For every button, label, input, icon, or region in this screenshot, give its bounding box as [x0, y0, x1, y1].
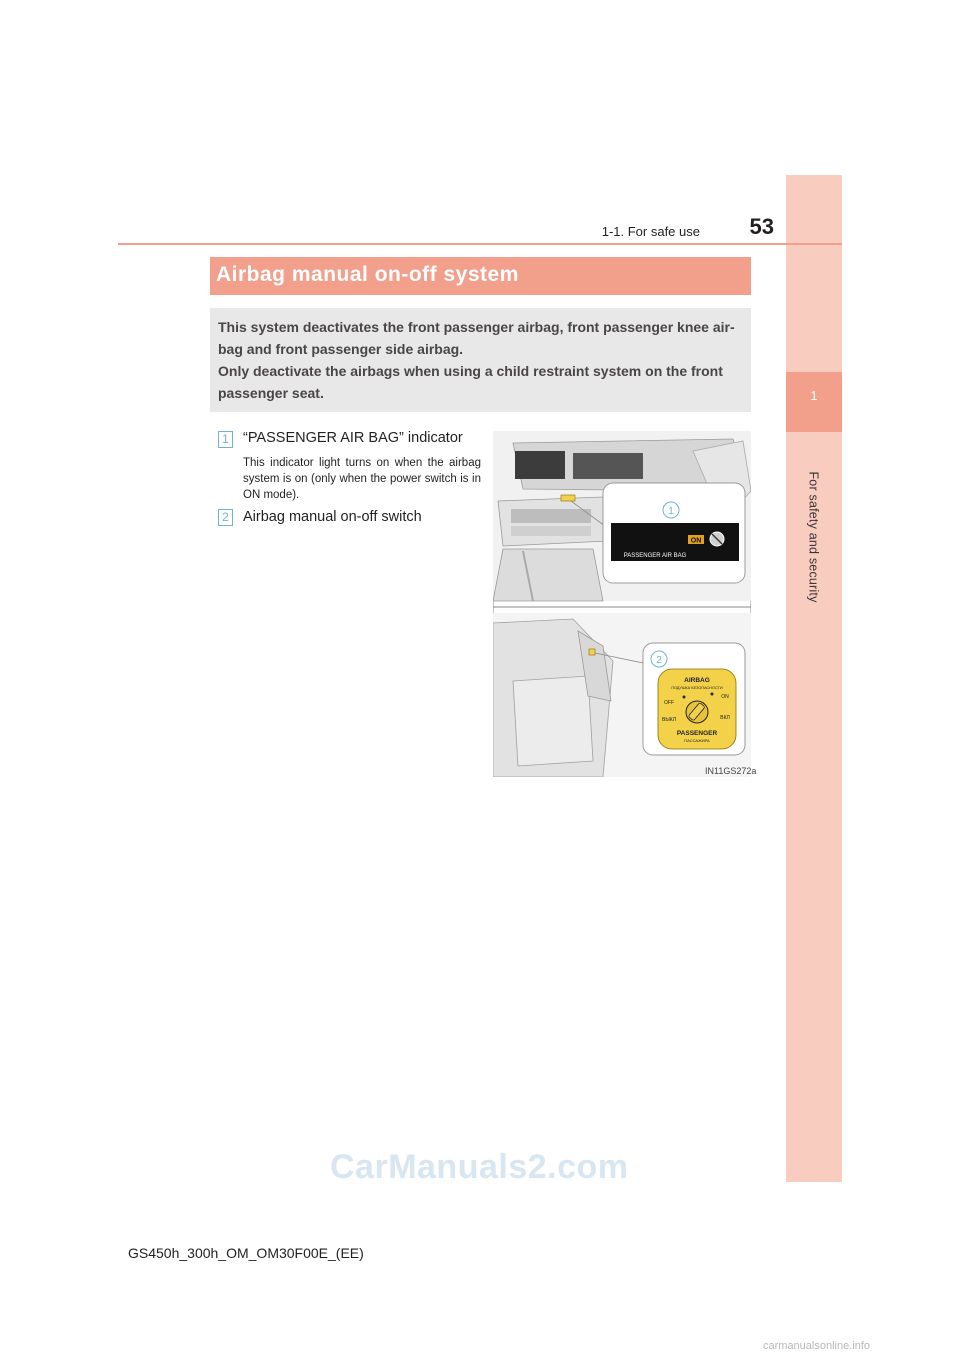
item-title-1: “PASSENGER AIR BAG” indicator	[243, 430, 463, 446]
chapter-title: For safety and security	[807, 471, 822, 603]
chapter-number: 1	[810, 388, 818, 403]
dashboard-scene	[493, 431, 751, 601]
watermark-carmanualsonline: carmanualsonline.info	[763, 1340, 871, 1352]
section-title-bar	[210, 257, 751, 295]
switch-label-passenger: PASSENGER	[676, 730, 718, 737]
document-code: GS450h_300h_OM_OM30F00E_(EE)	[128, 1245, 364, 1261]
switch-label-off: OFF	[664, 700, 674, 706]
section-label: 1-1. For safe use	[601, 224, 700, 239]
switch-label-airbag-ru: ПОДУШКА БЕЗОПАСНОСТИ	[671, 686, 723, 690]
chapter-side-tab	[786, 175, 842, 1182]
switch-label-airbag: AIRBAG	[684, 677, 710, 684]
switch-label-on-ru: ВКЛ	[720, 715, 730, 721]
switch-label-off-ru: ВЫКЛ	[662, 717, 676, 723]
page-number: 53	[749, 214, 774, 239]
header-rule	[118, 243, 842, 245]
glovebox-scene	[493, 613, 751, 777]
airbag-system-illustration	[493, 431, 751, 777]
indicator-on-label: ON	[690, 537, 702, 545]
intro-box	[210, 308, 751, 412]
intro-paragraph-1: This system deactivates the front passenger airbag, front passenger knee air-bag and front passenger side airbag.	[218, 319, 735, 357]
item-number-1: 1	[218, 431, 233, 448]
item-description-1: This indicator light turns on when the airbag system is on (only when the power switch is in ON mode).	[243, 457, 481, 501]
callout-2: 2	[656, 655, 662, 666]
callout-1: 1	[668, 506, 674, 517]
switch-label-passenger-ru: ПАССАЖИРА	[684, 738, 710, 743]
item-title-2: Airbag manual on-off switch	[243, 509, 422, 525]
chapter-title-vertical	[786, 432, 842, 642]
section-title: Airbag manual on-off system	[216, 263, 519, 286]
indicator-passenger-label: PASSENGER AIR BAG	[623, 553, 687, 559]
switch-label-on: ON	[721, 694, 729, 700]
illustration-code: IN11GS272a	[705, 766, 757, 776]
item-number-2: 2	[218, 509, 233, 526]
watermark-carmanuals2: CarManuals2.com	[330, 1148, 629, 1186]
intro-paragraph-2: Only deactivate the airbags when using a child restraint system on the front passenger seat.	[218, 363, 723, 401]
